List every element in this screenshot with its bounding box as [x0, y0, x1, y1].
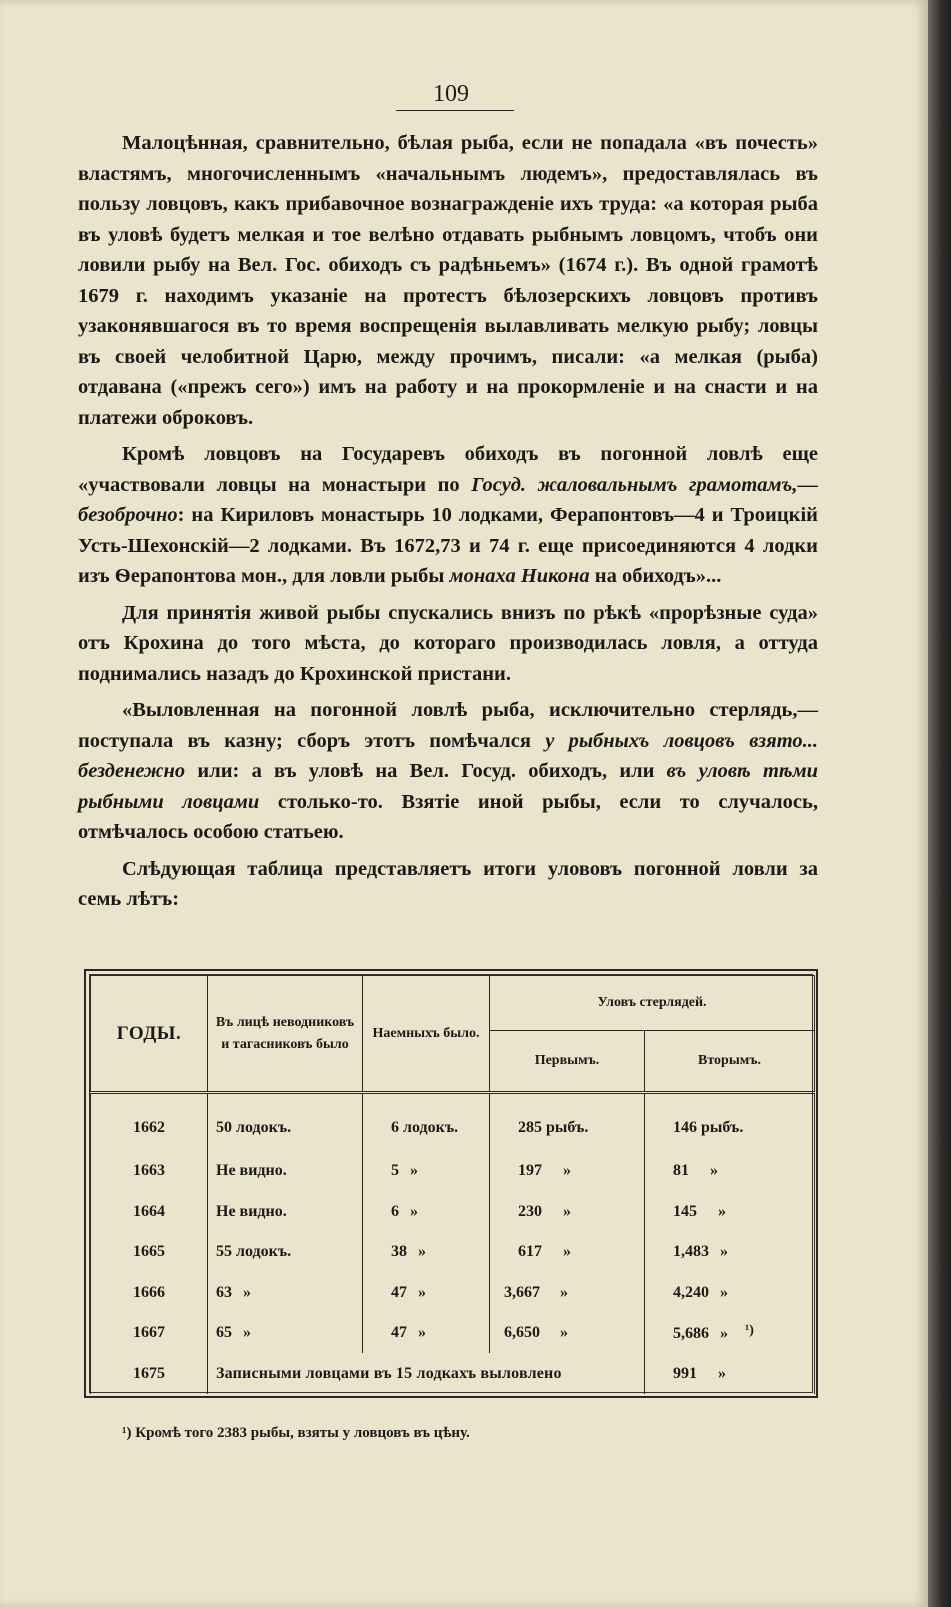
footnote-text: Кромѣ того 2383 рыбы, взяты у ловцовъ въ цѣну.	[135, 1425, 470, 1441]
cell-second-mark: »	[720, 1283, 728, 1301]
cell-hired-value: 5	[391, 1162, 399, 1180]
cell-hired-mark: »	[410, 1202, 418, 1220]
header-hired: Наемныхъ было.	[363, 976, 490, 1093]
cell-first	[490, 1151, 645, 1192]
cell-owners-value: 55 лодокъ.	[216, 1243, 292, 1261]
text-run: столько-то. Взятіе иной рыбы, если то случалось, отмѣчалось особою статьею.	[78, 790, 818, 843]
cell-year: 1663	[91, 1151, 208, 1192]
paragraph	[78, 598, 818, 690]
cell-first-mark: »	[563, 1162, 571, 1180]
cell-second-value: 5,686	[673, 1325, 709, 1343]
cell-owners	[208, 1093, 363, 1151]
cell-second-value: 991	[673, 1364, 697, 1382]
text-run: или: а въ уловѣ на Вел. Госуд. обиходъ, или	[185, 760, 667, 782]
italic-run: монаха Никона	[449, 565, 590, 587]
cell-first-value: 6,650	[504, 1324, 540, 1342]
table-row	[91, 1272, 815, 1313]
cell-first-value: 197	[518, 1162, 542, 1180]
cell-hired-value: 38	[391, 1243, 407, 1261]
cell-year: 1665	[91, 1232, 208, 1273]
cell-hired-value: 47	[391, 1283, 407, 1301]
cell-first	[490, 1232, 645, 1273]
cell-second-mark: »	[720, 1325, 728, 1343]
footnote-marker: ¹)	[122, 1425, 132, 1441]
text-run: Слѣдующая таблица представляетъ итоги улововъ погонной ловли за семь лѣтъ:	[78, 857, 818, 910]
cell-year: 1666	[91, 1272, 208, 1313]
text-run: : на Кириловъ монастырь 10 лодками, Ферапонтовъ—4 и Троицкій Усть-Шехонскій—2 лодками. Въ 1672,73 и 74 г. еще присоединяются 4 лодки изъ Ѳерапонтова мон., для ловли рыбы	[78, 504, 818, 587]
cell-hired-mark: »	[418, 1324, 426, 1342]
cell-owners	[208, 1232, 363, 1273]
cell-hired	[363, 1232, 490, 1273]
page-number: 109	[433, 81, 469, 107]
catch-table	[90, 975, 815, 1394]
cell-hired	[363, 1093, 490, 1151]
cell-first	[490, 1093, 645, 1151]
cell-second-mark: »	[720, 1243, 728, 1261]
text-run: на обиходъ»...	[589, 565, 722, 587]
cell-hired	[363, 1313, 490, 1354]
cell-owners	[208, 1272, 363, 1313]
cell-second	[645, 1272, 815, 1313]
cell-second-mark: рыбъ.	[701, 1119, 744, 1137]
paragraph	[78, 128, 818, 433]
paragraph	[78, 439, 818, 592]
cell-year: 1664	[91, 1191, 208, 1232]
cell-first-mark: »	[560, 1283, 568, 1301]
cell-second-value: 1,483	[673, 1243, 709, 1261]
cell-hired	[363, 1191, 490, 1232]
cell-first-value: 285	[518, 1119, 542, 1137]
page-edge-shadow	[928, 0, 951, 1607]
footnote	[122, 1422, 822, 1444]
cell-owners-mark: »	[243, 1283, 251, 1301]
cell-owners	[208, 1191, 363, 1232]
cell-first-value: 3,667	[504, 1283, 540, 1301]
header-first: Первымъ.	[490, 1031, 645, 1093]
page-number-rule	[396, 110, 514, 111]
paragraph	[78, 695, 818, 848]
cell-owners-mark: »	[243, 1324, 251, 1342]
text-run: Малоцѣнная, сравнительно, бѣлая рыба, если не попадала «въ почесть» властямъ, многочисленнымъ «начальнымъ людемъ», предоставлялась въ пользу ловцовъ, какъ прибавочное вознагражденіе ихъ труда: «а которая рыба въ уловѣ будетъ мелкая и тое велѣно отдавать рыбнымъ ловцомъ, чтобъ они ловили рыбу на Вел. Гос. обиходъ съ радѣньемъ» (1674 г.). Въ одной грамотѣ 1679 г. находимъ указаніе на протестъ бѣлозерскихъ ловцовъ противъ узаконявшагося въ то время воспрещенія вылавливать мелкую рыбу; ловцы въ своей челобитной Царю, между прочимъ, писали: «а мелкая (рыба) отдавана («прежъ сего») имъ на работу и на прокормленіе и на снасти и на платежи оброковъ.	[78, 132, 818, 429]
cell-owners-value: 63	[216, 1283, 232, 1301]
table-row	[91, 1151, 815, 1192]
cell-second	[645, 1313, 815, 1354]
text-run: Кромѣ ловцовъ на Государевъ обиходъ въ погонной ловлѣ еще «участвовали ловцы на монастыри по	[78, 443, 818, 496]
cell-second-value: 4,240	[673, 1283, 709, 1301]
table-row	[91, 1191, 815, 1232]
cell-hired-mark: »	[418, 1283, 426, 1301]
table-row	[91, 1232, 815, 1273]
cell-second	[645, 1232, 815, 1273]
cell-owners-value: Не видно.	[216, 1162, 287, 1180]
cell-second-mark: »	[718, 1202, 726, 1220]
cell-second	[645, 1093, 815, 1151]
cell-owners-value: 50 лодокъ.	[216, 1119, 292, 1137]
table-row	[91, 1313, 815, 1354]
cell-note-spanning: Записными ловцами въ 15 лодкахъ выловлено	[208, 1353, 645, 1394]
cell-second-value: 146	[673, 1119, 697, 1137]
text-run: «Выловленная на погонной ловлѣ рыба, исключительно стерлядь,—поступала въ казну; сборъ этотъ помѣчался	[78, 699, 818, 752]
table-row	[91, 1353, 815, 1394]
cell-first	[490, 1191, 645, 1232]
cell-hired-mark: »	[418, 1243, 426, 1261]
cell-owners	[208, 1313, 363, 1354]
cell-hired-value: 6	[391, 1202, 399, 1220]
cell-hired-mark: »	[410, 1162, 418, 1180]
cell-year: 1662	[91, 1093, 208, 1151]
catch-table-frame	[84, 969, 818, 1398]
cell-second-value: 145	[673, 1202, 697, 1220]
cell-first	[490, 1272, 645, 1313]
cell-first-mark: »	[563, 1202, 571, 1220]
cell-year: 1667	[91, 1313, 208, 1354]
header-owners: Въ лицѣ неводниковъ и тагасниковъ было	[208, 976, 363, 1093]
cell-second	[645, 1151, 815, 1192]
text-run: Для принятія живой рыбы спускались внизъ по рѣкѣ «прорѣзные суда» отъ Крохина до того мѣста, до котораго производилась ловля, а оттуда поднимались назадъ до Крохинской пристани.	[78, 601, 818, 685]
cell-second	[645, 1191, 815, 1232]
cell-second-value: 81	[673, 1162, 689, 1180]
cell-hired-mark: лодокъ.	[403, 1119, 459, 1137]
paragraph	[78, 854, 818, 915]
cell-first	[490, 1313, 645, 1354]
italic-run: у рыбныхъ ловцовъ взято... безденежно	[78, 729, 818, 782]
body-text	[78, 128, 818, 915]
header-catch: Уловъ стерлядей.	[490, 976, 815, 1031]
cell-first-value: 617	[518, 1243, 542, 1261]
cell-first-mark: »	[560, 1324, 568, 1342]
cell-owners-value: 65	[216, 1324, 232, 1342]
cell-first-value: 230	[518, 1202, 542, 1220]
cell-hired	[363, 1151, 490, 1192]
cell-hired-value: 6	[391, 1119, 399, 1137]
table-row	[91, 1093, 815, 1151]
cell-hired-value: 47	[391, 1324, 407, 1342]
cell-hired	[363, 1272, 490, 1313]
header-years: ГОДЫ.	[91, 976, 208, 1093]
cell-first-mark: рыбъ.	[546, 1119, 589, 1137]
italic-run: въ уловѣ тѣми рыбными ловцами	[78, 760, 819, 813]
cell-second-mark: »	[710, 1162, 718, 1180]
cell-owners-value: Не видно.	[216, 1202, 287, 1220]
cell-second-mark: »	[718, 1364, 726, 1382]
cell-first-mark: »	[563, 1243, 571, 1261]
italic-run: Госуд. жаловальнымъ грамотамъ,—безоброчно	[78, 473, 818, 526]
cell-second	[645, 1353, 815, 1394]
header-second: Вторымъ.	[645, 1031, 815, 1093]
footnote-ref: ¹)	[745, 1323, 754, 1339]
cell-year: 1675	[91, 1353, 208, 1394]
cell-owners	[208, 1151, 363, 1192]
